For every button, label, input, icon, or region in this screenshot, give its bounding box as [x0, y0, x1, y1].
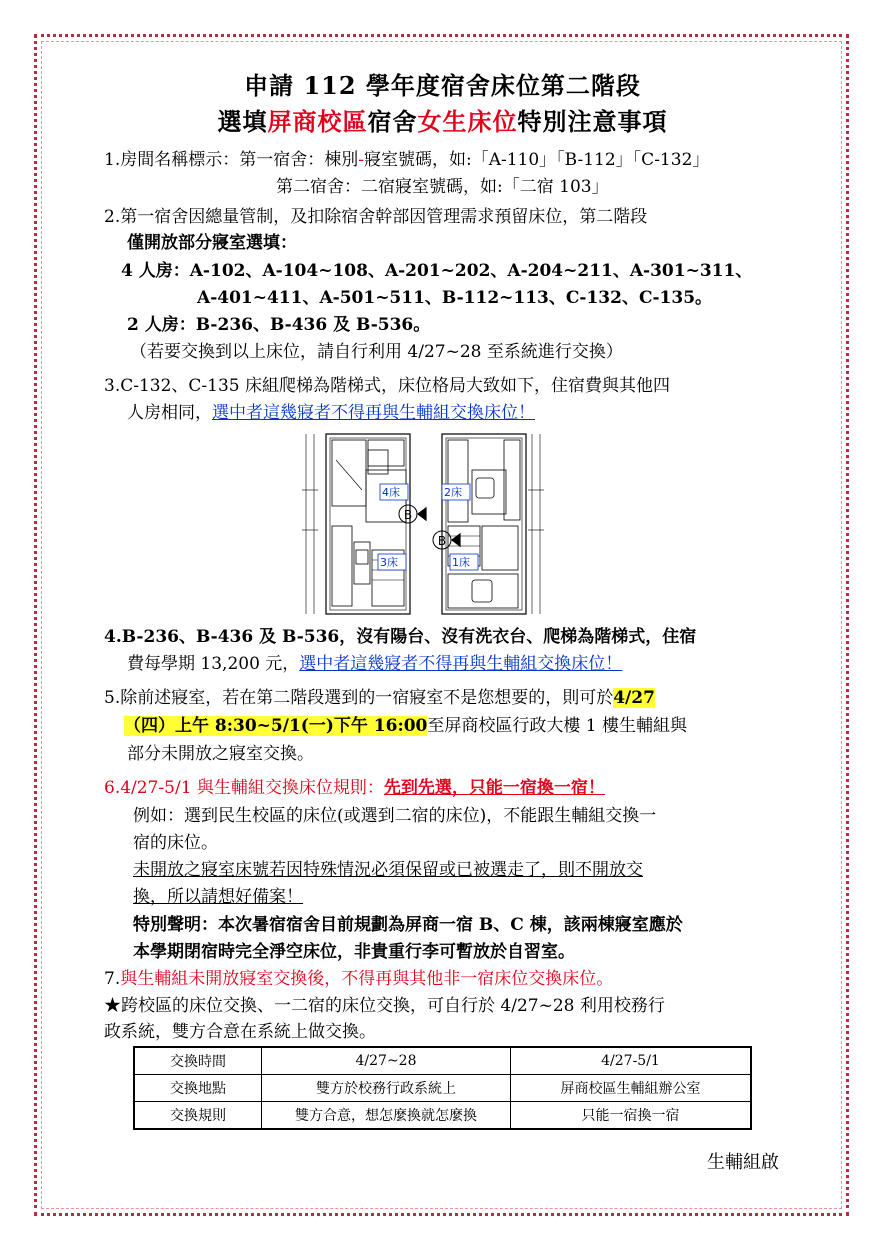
item6-rule: 先到先選，只能一宿換一宿！: [383, 778, 605, 798]
item6-heading: 4/27-5/1 與生輔組交換床位規則：: [120, 778, 384, 798]
item5-time-highlight: （四）上午 8:30~5/1(一)下午 16:00: [124, 716, 428, 736]
item5-line2: [124, 714, 687, 738]
item3-text: 人房相同，: [127, 403, 212, 423]
item3-line2: [127, 401, 535, 425]
item1-line2: 第二宿舍：二宿寢室號碼，如:「二宿 103」: [276, 177, 609, 197]
room-floor-plan: [296, 430, 546, 616]
item5-date-highlight: 4/27: [613, 688, 655, 708]
title-line-1: 申請 112 學年度宿舍床位第二階段: [244, 71, 641, 100]
item7-text: 與生輔組未開放寢室交換後，不得再與其他非一宿床位交換床位。: [120, 969, 614, 989]
item5-text: 5.除前述寢室，若在第二階段選到的一宿寢室不是您想要的，則可於: [104, 688, 614, 708]
table-cell: 4/27~28: [262, 1047, 511, 1075]
item5-line3: 部分未開放之寢室交換。: [127, 744, 314, 764]
item6-line7: 本學期閉宿時完全淨空床位，非貴重行李可暫放於自習室。: [133, 942, 575, 962]
bed-label-4: 4床: [382, 486, 400, 499]
door-marker: B: [437, 534, 447, 548]
table-cell: 交換時間: [134, 1047, 262, 1075]
title-segment: 選填: [217, 107, 268, 136]
title-line-2: [0, 102, 885, 137]
item6-line4: 未開放之寢室床號若因特殊情況必須保留或已被選走了，則不開放交: [133, 860, 643, 880]
title-segment: 宿舍: [367, 107, 418, 136]
item1-text: 寢室號碼，如:「A-110」「B-112」「C-132」: [363, 150, 710, 170]
title-segment: 特別注意事項: [517, 107, 668, 136]
item5-line1: [104, 686, 655, 710]
item4-line1: [104, 625, 696, 649]
table-cell: 屏商校區生輔組辦公室: [511, 1075, 752, 1102]
table-cell: 雙方於校務行政系統上: [262, 1075, 511, 1102]
item6-line5: 換，所以請想好備案！: [133, 887, 303, 907]
item4-line2: [127, 652, 622, 676]
item6-number: 6.: [104, 778, 121, 798]
exchange-table: [133, 1046, 752, 1130]
item2-line4: A-401~411、A-501~511、B-112~113、C-132、C-135。: [197, 288, 713, 308]
item1-dash: -: [358, 150, 364, 170]
item2-line5: 2 人房：B-236、B-436 及 B-536。: [127, 315, 431, 335]
bed-label-2: 2床: [444, 486, 462, 499]
item5-text: 至屏商校區行政大樓 1 樓生輔組與: [427, 716, 688, 736]
title-female-beds: 女生床位: [417, 107, 518, 136]
item2-line2: 僅開放部分寢室選填：: [127, 233, 297, 253]
item7-number: 7.: [104, 969, 121, 989]
signature: 生輔組啟: [707, 1152, 779, 1173]
item6-line3: 宿的床位。: [133, 833, 218, 853]
item3-line1: 3.C-132、C-135 床組爬梯為階梯式，床位格局大致如下，住宿費與其他四: [104, 376, 671, 396]
item2-line3: 4 人房：A-102、A-104~108、A-201~202、A-204~211、A-301~311、: [121, 261, 753, 281]
item3-warning-link[interactable]: 選中者這幾寢者不得再與生輔組交換床位！: [212, 403, 535, 423]
item2-line1: 2.第一宿舍因總量管制，及扣除宿舍幹部因管理需求預留床位，第二階段: [104, 207, 648, 227]
star-line2: 政系統，雙方合意在系統上做交換。: [104, 1022, 376, 1042]
table-cell: 4/27-5/1: [511, 1047, 752, 1075]
table-row: [134, 1102, 751, 1130]
item6-line1: [104, 776, 605, 800]
bed-label-3: 3床: [380, 556, 398, 569]
table-cell: 交換規則: [134, 1102, 262, 1130]
door-marker: B: [403, 508, 413, 522]
item4-warning-link[interactable]: 選中者這幾寢者不得再與生輔組交換床位！: [299, 654, 623, 674]
item4-text: 費每學期 13,200 元，: [127, 654, 300, 674]
item2-line6: （若要交換到以上床位，請自行利用 4/27~28 至系統進行交換）: [130, 342, 623, 362]
table-cell: 交換地點: [134, 1075, 262, 1102]
title-campus: 屏商校區: [267, 107, 368, 136]
item6-line2: 例如：選到民生校區的床位(或選到二宿的床位)，不能跟生輔組交換一: [133, 806, 657, 826]
table-row: [134, 1075, 751, 1102]
item1-line1: [104, 148, 709, 172]
item6-line6: 特別聲明：本次暑宿宿舍目前規劃為屏商一宿 B、C 棟，該兩棟寢室應於: [133, 915, 683, 935]
table-cell: 雙方合意，想怎麼換就怎麼換: [262, 1102, 511, 1130]
star-line1: ★跨校區的床位交換、一二宿的床位交換，可自行於 4/27~28 利用校務行: [104, 996, 665, 1016]
bed-label-1: 1床: [452, 556, 470, 569]
item4-text: 4.B-236、B-436 及 B-536，沒有陽台、沒有洗衣台、爬梯為階梯式，住宿: [104, 627, 697, 647]
table-cell: 只能一宿換一宿: [511, 1102, 752, 1130]
table-row: [134, 1047, 751, 1075]
item7-line1: [104, 967, 613, 991]
item1-text: 1.房間名稱標示：第一宿舍：棟別: [104, 150, 359, 170]
